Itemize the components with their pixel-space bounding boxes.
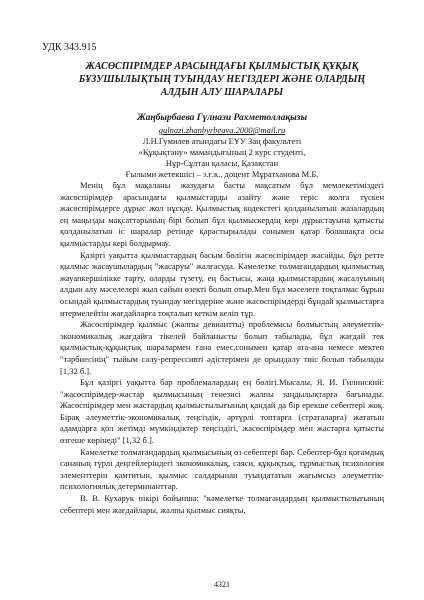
paragraph: Жасөспірімдер қылмыс (жалпы девиантты) проблемасы болмыстың әлеуметтік-экономикалық жағдайға тікелей байланысты болып табылады, бұл жағдай тек қылмыстық-құқықтық шаралармен ғана емес,сонымен қатар ата-ана немесе мектеп "тәрбиесінің" тыйым салу-репрессивті әдістерімен де орындалу тиіс болып табылады [1,32 б.]. (60, 319, 384, 376)
paragraph: Қазіргі уақытта қылмыстардың басым бөлігін жасөспірімдер жасайды, бұл ретте қылмыс жасаушылардың "жасаруы" жалғасуда. Кәмелетке толмағандардың қылмыстық жауапкершілікке тарту, оларды түзету, ең бастысы, жаңа қылмыстардың жасалуының алдын алу мәселелері жыл сайын өзекті болып отыр.Мен бұл мәселеге тоқталмас бұрын осындай қылмыстардың туындау негіздеріне және жасөспірімдерді бұндай қылмыстарға итермелейтін жағдайларға тоқталып кеткім келіп тұр. (60, 249, 384, 318)
title-line: БҰЗУШЫЛЫҚТЫҢ ТУЫНДАУ НЕГІЗДЕРІ ЖӘНЕ ОЛАРДЫҢ (78, 74, 366, 85)
paragraph: Бұл қазіргі уақытта бар проблемалардың ең бөлігі.Мысалы, Я. И. Гилинский: "жасөспірімдер-жастар қылмысының генезисі жалпы заңдылықтарға бағынады. Жасөспірімдер мен жастардың қылмыстылығының қандай да бір ерекше себептері жоқ. Бірақ әлеуметтік-экономикалық теңсіздік, әртүрлі топтарға (страталарға) жататын адамдарға қол жетімді мүмкіндіктер теңсіздігі, жасөспірімдер мен жастарға қатысты өзгеше көрінеді" [1,32 б.]. (60, 377, 384, 446)
paper-title (60, 60, 384, 99)
author-email[interactable]: gulnazi.zhanbyrbeava.2000@mail.ru (158, 125, 286, 135)
author-name: Жаңбырбаева Гүлнази Рахметоллақызы (136, 113, 308, 123)
paragraph: Менің бұл мақаланы жазудағы басты мақсатым бұл мемлекетіміздегі жасөспірімдер арасындағы қылмыстарды азайту және теріс жолға түскен жасөспірімдерге дұрыс жол нұсқау. Қылмыстық кодекстегі қолданылатын жазалардың ең маңызды мақсаттарының бірі болып бұл қылмыскердің кері дұрыстауына қатысты қолданылатын іс шаралар ретінде қарастырылады сонымен қатар болашақта осы қылмыстарды кері болдырмау. (60, 180, 384, 248)
title-line: АЛДЫН АЛУ ШАРАЛАРЫ (160, 87, 284, 98)
affiliation-line: Нұр-Сұлтан қаласы, Қазақстан (165, 158, 279, 168)
affiliation-line: «Құқықтану» мамандығының 2 курс студенті, (138, 147, 306, 157)
body-text (60, 180, 384, 516)
udk-code: УДК 343.915 (42, 42, 97, 53)
paragraph: В. В. Кухарук пікірі бойынша: "кәмелетке толмағандардың қылмыстылығының себептері мен жағдайлары, жалпы қылмыс сияқты, (60, 493, 384, 515)
supervisor-line: Ғылыми жетекшісі – з.ғ.к., доцент Мұратханова М.Б. (125, 169, 319, 179)
affiliation-line: Л.Н.Гумилев атындағы ЕҰУ Заң факультеті (142, 136, 302, 146)
paragraph: Кәмелетке толмағандардың қылмысының өз себептері бар. Себептер-бұл қоғамдық сананың түрлі деңгейлеріндегі экономикалық, саяси, құқықтық, тұрмыстық психология элементтерін қамтитын, қылмыс салдарынан туындататын жағымсыз әлеуметтік-психологиялық детерминанттар. (60, 446, 384, 492)
author-block (60, 112, 384, 180)
title-line: ЖАСӨСПІРІМДЕР АРАСЫНДАҒЫ ҚЫЛМЫСТЫҚ ҚҰҚЫҚ (85, 61, 359, 72)
page-number: 4321 (214, 580, 230, 589)
